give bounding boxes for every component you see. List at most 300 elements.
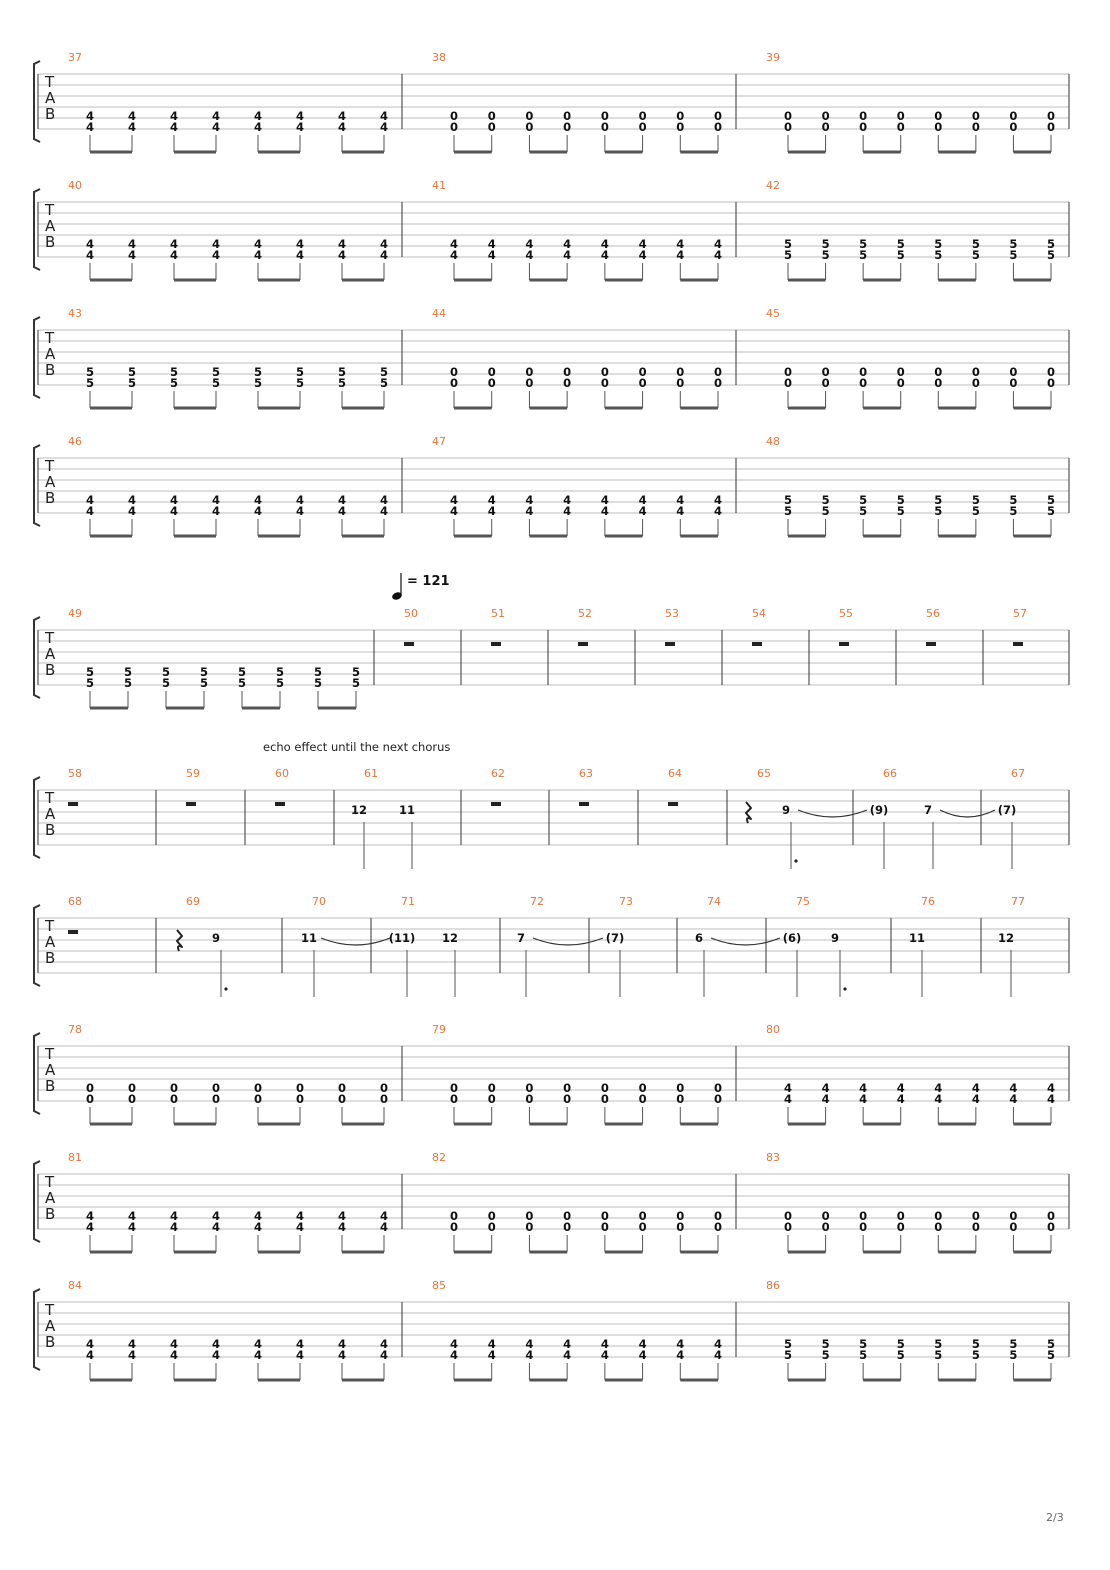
system-bracket [34, 189, 40, 270]
fret-number: 4 [169, 1209, 179, 1223]
fret-number: 4 [127, 1220, 137, 1234]
fret-number: 4 [127, 1348, 137, 1362]
fret-number: 12 [997, 931, 1015, 945]
measure [432, 435, 722, 536]
fret-number: 0 [934, 109, 943, 123]
fret-number: 4 [379, 1348, 389, 1362]
fret-number: 11 [908, 931, 926, 945]
fret-number: 5 [313, 676, 323, 690]
fret-number: 0 [713, 1209, 723, 1223]
fret-number: 5 [783, 237, 793, 251]
measure [432, 179, 722, 280]
fret-number: 4 [169, 120, 179, 134]
fret-number: 0 [449, 120, 459, 134]
measure-number: 58 [68, 767, 82, 780]
fret-number: 4 [525, 237, 534, 251]
measure [432, 1279, 722, 1380]
fret-number: 0 [1046, 109, 1056, 123]
fret-number: 0 [638, 365, 647, 379]
fret-number: 4 [638, 248, 647, 262]
fret-number: 0 [1046, 376, 1056, 390]
fret-number: 5 [859, 1348, 868, 1362]
measure [351, 767, 415, 869]
fret-number: 0 [1009, 120, 1018, 134]
fret-number: 4 [295, 1337, 305, 1351]
tie-arc [321, 938, 390, 945]
fret-number: 4 [211, 1348, 221, 1362]
fret-number: 4 [127, 493, 137, 507]
dot-icon [794, 859, 797, 862]
fret-number: 4 [85, 109, 95, 123]
tempo-marking [391, 573, 449, 601]
fret-number: 0 [600, 109, 609, 123]
measure-number: 59 [186, 767, 200, 780]
fret-number: 0 [676, 109, 685, 123]
measure-number: 86 [766, 1279, 780, 1292]
fret-number: 4 [211, 504, 221, 518]
measure [491, 607, 505, 646]
fret-number: 5 [211, 376, 221, 390]
fret-number: 0 [896, 376, 905, 390]
fret-number: 5 [199, 676, 209, 690]
measure [68, 179, 388, 280]
measure-number: 41 [432, 179, 446, 192]
fret-number: 5 [896, 237, 905, 251]
tab-clef-letter: B [45, 1333, 56, 1351]
measure [432, 51, 722, 152]
fret-number: 0 [896, 1220, 905, 1234]
fret-number: 5 [1046, 1348, 1056, 1362]
measure-number: 43 [68, 307, 82, 320]
fret-number: 4 [676, 237, 685, 251]
fret-number: 4 [253, 504, 263, 518]
fret-number: 4 [783, 1092, 793, 1106]
measure [68, 607, 360, 708]
fret-number: 4 [1046, 1092, 1056, 1106]
fret-number: 4 [821, 1081, 830, 1095]
fret-number: 4 [600, 1348, 609, 1362]
fret-number: 5 [295, 376, 305, 390]
tab-clef-letter: A [45, 645, 56, 663]
fret-number: (6) [782, 931, 802, 945]
half-rest-icon [275, 802, 285, 806]
fret-number: 0 [337, 1081, 347, 1095]
fret-number: 5 [896, 493, 905, 507]
fret-number: 0 [638, 376, 647, 390]
fret-number: 4 [127, 248, 137, 262]
fret-number: 5 [275, 665, 285, 679]
fret-number: 0 [169, 1092, 179, 1106]
measure [301, 895, 390, 997]
measure [517, 895, 603, 997]
fret-number: 5 [821, 504, 830, 518]
fret-number: 5 [821, 1348, 830, 1362]
fret-number: 0 [487, 1081, 496, 1095]
tab-clef-letter: T [45, 917, 55, 935]
fret-number: 0 [449, 1092, 459, 1106]
measure-number: 53 [665, 607, 679, 620]
fret-number: 4 [487, 237, 496, 251]
fret-number: 4 [600, 248, 609, 262]
fret-number: 5 [821, 493, 830, 507]
measure [68, 1023, 388, 1124]
measure-number: 48 [766, 435, 780, 448]
fret-number: 0 [821, 365, 830, 379]
fret-number: 4 [211, 1220, 221, 1234]
measure-number: 76 [921, 895, 935, 908]
tab-system [34, 1023, 1069, 1124]
measure [68, 1279, 388, 1380]
fret-number: 4 [337, 1348, 347, 1362]
fret-number: 0 [783, 1220, 793, 1234]
fret-number: 5 [337, 376, 347, 390]
fret-number: 4 [713, 237, 723, 251]
fret-number: 4 [211, 493, 221, 507]
measure [665, 607, 679, 646]
fret-number: 0 [783, 376, 793, 390]
fret-number: 4 [638, 237, 647, 251]
fret-number: 0 [676, 1092, 685, 1106]
fret-number: 5 [351, 665, 361, 679]
fret-number: 4 [295, 109, 305, 123]
fret-number: 0 [676, 1081, 685, 1095]
fret-number: 4 [85, 1220, 95, 1234]
measure [909, 895, 935, 997]
fret-number: 4 [449, 248, 459, 262]
measure-number: 52 [578, 607, 592, 620]
fret-number: 5 [821, 1337, 830, 1351]
measure [275, 767, 289, 806]
measure-number: 50 [404, 607, 418, 620]
measure [752, 607, 766, 646]
fret-number: 0 [821, 376, 830, 390]
fret-number: 4 [85, 493, 95, 507]
fret-number: 0 [971, 1209, 980, 1223]
measure-number: 46 [68, 435, 82, 448]
fret-number: 0 [676, 120, 685, 134]
fret-number: 4 [127, 237, 137, 251]
tab-clef-letter: B [45, 1077, 56, 1095]
measure [998, 767, 1025, 869]
fret-number: 4 [253, 248, 263, 262]
half-rest-icon [665, 642, 675, 646]
fret-number: 4 [211, 248, 221, 262]
fret-number: 0 [896, 120, 905, 134]
tab-clef-letter: A [45, 473, 56, 491]
fret-number: 9 [781, 803, 791, 817]
measure-number: 74 [707, 895, 721, 908]
fret-number: 5 [161, 665, 171, 679]
measure-number: 39 [766, 51, 780, 64]
fret-number: 4 [379, 248, 389, 262]
fret-number: 0 [169, 1081, 179, 1095]
fret-number: 11 [398, 803, 416, 817]
fret-number: 0 [821, 109, 830, 123]
tab-clef-letter: A [45, 89, 56, 107]
fret-number: 4 [85, 248, 95, 262]
fret-number: 4 [971, 1081, 980, 1095]
measure [68, 435, 388, 536]
fret-number: 5 [1046, 248, 1056, 262]
fret-number: 4 [934, 1081, 943, 1095]
tab-system [34, 1279, 1069, 1380]
fret-number: 0 [1009, 1209, 1018, 1223]
measure [389, 895, 458, 997]
fret-number: 4 [487, 248, 496, 262]
fret-number: 4 [85, 1337, 95, 1351]
half-rest-icon [668, 802, 678, 806]
measure-number: 79 [432, 1023, 446, 1036]
measure-number: 77 [1011, 895, 1025, 908]
fret-number: 0 [563, 1220, 572, 1234]
fret-number: 0 [934, 365, 943, 379]
measure [606, 895, 633, 997]
tab-system [34, 435, 1069, 536]
system-bracket [34, 1161, 40, 1242]
fret-number: 12 [350, 803, 368, 817]
system-bracket [34, 317, 40, 398]
fret-number: 5 [1009, 504, 1018, 518]
fret-number: 4 [713, 1348, 723, 1362]
fret-number: 4 [638, 1348, 647, 1362]
fret-number: 4 [449, 237, 459, 251]
measure-number: 37 [68, 51, 82, 64]
tab-clef-letter: B [45, 105, 56, 123]
fret-number: 0 [821, 1209, 830, 1223]
fret-number: 4 [169, 504, 179, 518]
tab-clef-letter: T [45, 329, 55, 347]
fret-number: 0 [676, 1209, 685, 1223]
fret-number: 0 [934, 120, 943, 134]
fret-number: 4 [896, 1081, 905, 1095]
fret-number: 4 [253, 1337, 263, 1351]
fret-number: 0 [563, 365, 572, 379]
fret-number: 5 [337, 365, 347, 379]
fret-number: 4 [379, 109, 389, 123]
fret-number: 0 [563, 1092, 572, 1106]
measure-number: 71 [401, 895, 415, 908]
measure-number: 56 [926, 607, 940, 620]
half-rest-icon [1013, 642, 1023, 646]
tab-system [34, 607, 1069, 708]
measure-number: 67 [1011, 767, 1025, 780]
measure-number: 57 [1013, 607, 1027, 620]
measure-number: 60 [275, 767, 289, 780]
fret-number: 5 [161, 676, 171, 690]
fret-number: 5 [783, 493, 793, 507]
fret-number: 0 [713, 376, 723, 390]
fret-number: 5 [859, 1337, 868, 1351]
fret-number: 4 [169, 493, 179, 507]
fret-number: 4 [563, 248, 572, 262]
fret-number: 4 [211, 120, 221, 134]
fret-number: 5 [896, 1348, 905, 1362]
measure [1013, 607, 1027, 646]
fret-number: 4 [337, 1220, 347, 1234]
fret-number: 0 [859, 1209, 868, 1223]
fret-number: 0 [379, 1081, 389, 1095]
fret-number: 0 [449, 1081, 459, 1095]
fret-number: 0 [713, 109, 723, 123]
tab-clef-letter: T [45, 1301, 55, 1319]
fret-number: 4 [379, 493, 389, 507]
fret-number: 4 [253, 120, 263, 134]
echo-annotation: echo effect until the next chorus [263, 740, 451, 754]
fret-number: (7) [605, 931, 625, 945]
fret-number: 4 [379, 120, 389, 134]
fret-number: 4 [253, 109, 263, 123]
fret-number: 4 [638, 504, 647, 518]
measure [695, 895, 780, 997]
fret-number: 4 [600, 237, 609, 251]
measure [177, 895, 228, 997]
fret-number: 4 [783, 1081, 793, 1095]
fret-number: 4 [934, 1092, 943, 1106]
fret-number: 5 [783, 248, 793, 262]
fret-number: 5 [859, 237, 868, 251]
fret-number: 4 [676, 1337, 685, 1351]
tie-arc [711, 938, 780, 945]
measure [766, 1151, 1055, 1252]
fret-number: 5 [934, 504, 943, 518]
tab-clef-letter: T [45, 457, 55, 475]
fret-number: 4 [1046, 1081, 1056, 1095]
fret-number: 5 [123, 665, 133, 679]
fret-number: 4 [253, 1348, 263, 1362]
measure-number: 72 [530, 895, 544, 908]
fret-number: 5 [313, 665, 323, 679]
measure [491, 767, 505, 806]
fret-number: 5 [1046, 504, 1056, 518]
fret-number: 5 [821, 237, 830, 251]
fret-number: 5 [971, 1337, 980, 1351]
fret-number: 0 [449, 376, 459, 390]
fret-number: 0 [487, 376, 496, 390]
fret-number: 5 [859, 504, 868, 518]
measure [404, 607, 418, 646]
tab-system [34, 1151, 1069, 1252]
fret-number: 4 [211, 237, 221, 251]
fret-number: 4 [337, 237, 347, 251]
fret-number: 0 [211, 1092, 221, 1106]
measure [432, 1023, 722, 1124]
fret-number: 4 [169, 1348, 179, 1362]
fret-number: 0 [638, 1220, 647, 1234]
measure-number: 68 [68, 895, 82, 908]
fret-number: 0 [211, 1081, 221, 1095]
fret-number: 0 [85, 1081, 95, 1095]
fret-number: 5 [199, 665, 209, 679]
fret-number: 4 [253, 1209, 263, 1223]
fret-number: 4 [676, 493, 685, 507]
measure-number: 70 [312, 895, 326, 908]
fret-number: 4 [85, 237, 95, 251]
fret-number: 9 [211, 931, 221, 945]
fret-number: 0 [821, 1220, 830, 1234]
fret-number: 0 [896, 365, 905, 379]
fret-number: 0 [783, 120, 793, 134]
fret-number: 0 [563, 120, 572, 134]
fret-number: 5 [169, 365, 179, 379]
tie-arc [533, 938, 603, 945]
fret-number: 4 [487, 493, 496, 507]
fret-number: 4 [600, 493, 609, 507]
fret-number: 0 [449, 1209, 459, 1223]
fret-number: 0 [449, 109, 459, 123]
measure-number: 82 [432, 1151, 446, 1164]
fret-number: 4 [127, 1337, 137, 1351]
fret-number: 5 [127, 376, 137, 390]
fret-number: 0 [379, 1092, 389, 1106]
fret-number: 4 [600, 504, 609, 518]
fret-number: 0 [1009, 1220, 1018, 1234]
fret-number: 4 [295, 248, 305, 262]
tab-clef-letter: A [45, 345, 56, 363]
fret-number: 4 [676, 1348, 685, 1362]
fret-number: 5 [295, 365, 305, 379]
fret-number: 4 [295, 120, 305, 134]
fret-number: 0 [859, 109, 868, 123]
fret-number: 5 [971, 493, 980, 507]
half-rest-icon [491, 642, 501, 646]
fret-number: 5 [896, 1337, 905, 1351]
tab-clef-letter: A [45, 1317, 56, 1335]
half-rest-icon [752, 642, 762, 646]
fret-number: 4 [295, 493, 305, 507]
fret-number: 7 [923, 803, 933, 817]
fret-number: 4 [525, 1348, 534, 1362]
fret-number: 5 [211, 365, 221, 379]
fret-number: 4 [525, 248, 534, 262]
tab-clef-letter: T [45, 1173, 55, 1191]
fret-number: 5 [934, 237, 943, 251]
fret-number: 5 [379, 365, 389, 379]
fret-number: 5 [1009, 493, 1018, 507]
measure [746, 767, 867, 869]
fret-number: 0 [676, 376, 685, 390]
fret-number: 0 [525, 376, 534, 390]
fret-number: 4 [563, 504, 572, 518]
fret-number: 0 [713, 120, 723, 134]
fret-number: 0 [1046, 1220, 1056, 1234]
fret-number: 0 [600, 1081, 609, 1095]
fret-number: 5 [1009, 248, 1018, 262]
fret-number: 0 [563, 109, 572, 123]
fret-number: 0 [253, 1092, 263, 1106]
fret-number: 0 [525, 365, 534, 379]
fret-number: 5 [1009, 1337, 1018, 1351]
fret-number: 5 [253, 376, 263, 390]
fret-number: 5 [1009, 1348, 1018, 1362]
fret-number: 4 [337, 1337, 347, 1351]
fret-number: 5 [379, 376, 389, 390]
fret-number: 4 [337, 120, 347, 134]
fret-number: 0 [487, 1209, 496, 1223]
fret-number: 0 [487, 109, 496, 123]
fret-number: 4 [896, 1092, 905, 1106]
fret-number: 5 [783, 1337, 793, 1351]
fret-number: 0 [783, 365, 793, 379]
fret-number: 4 [169, 248, 179, 262]
fret-number: 0 [525, 109, 534, 123]
fret-number: 0 [600, 365, 609, 379]
fret-number: 4 [713, 1337, 723, 1351]
half-rest-icon [926, 642, 936, 646]
measure [766, 179, 1055, 280]
fret-number: 4 [1009, 1092, 1018, 1106]
fret-number: 4 [337, 504, 347, 518]
fret-number: 0 [525, 1092, 534, 1106]
